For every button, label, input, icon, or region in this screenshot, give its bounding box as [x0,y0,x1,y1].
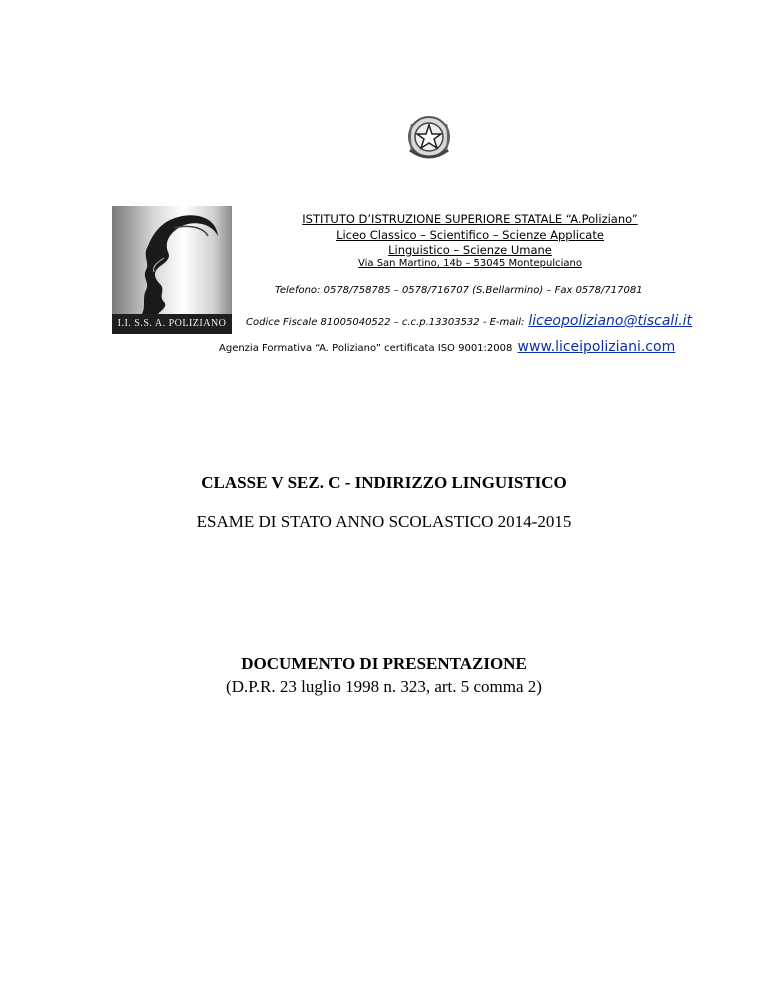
agency-text: Agenzia Formativa “A. Poliziano” certificata ISO 9001:2008 [219,343,513,354]
fiscal-code-text: Codice Fiscale 81005040522 – c.c.p.13303532 - E-mail: [246,317,525,328]
phone-line: Telefono: 0578/758785 – 0578/716707 (S.Bellarmino) – Fax 0578/717081 [275,285,643,296]
document-title: DOCUMENTO DI PRESENTAZIONE [241,654,527,673]
school-types-line: Liceo Classico – Scientifico – Scienze Applicate [336,228,604,242]
class-title: CLASSE V SEZ. C - INDIRIZZO LINGUISTICO [201,473,567,492]
school-logo [112,206,232,334]
profile-silhouette-logo-icon [112,206,232,314]
school-types-line-2: Linguistico – Scienze Umane [388,243,552,257]
address: Via San Martino, 14b – 53045 Montepulciano [358,258,582,269]
email-link[interactable]: liceopoliziano@tiscali.it [528,313,693,329]
fiscal-line [246,313,692,329]
website-link[interactable]: www.liceipoliziani.com [517,339,676,355]
italian-republic-emblem-icon [398,110,460,166]
document-reference: (D.P.R. 23 luglio 1998 n. 323, art. 5 comma 2) [226,677,542,696]
agency-line [219,339,675,355]
exam-title: ESAME DI STATO ANNO SCOLASTICO 2014-2015 [196,512,572,531]
logo-label: I.I. S.S. A. POLIZIANO [112,314,232,334]
institute-name: ISTITUTO D’ISTRUZIONE SUPERIORE STATALE “A.Poliziano” [302,212,638,226]
